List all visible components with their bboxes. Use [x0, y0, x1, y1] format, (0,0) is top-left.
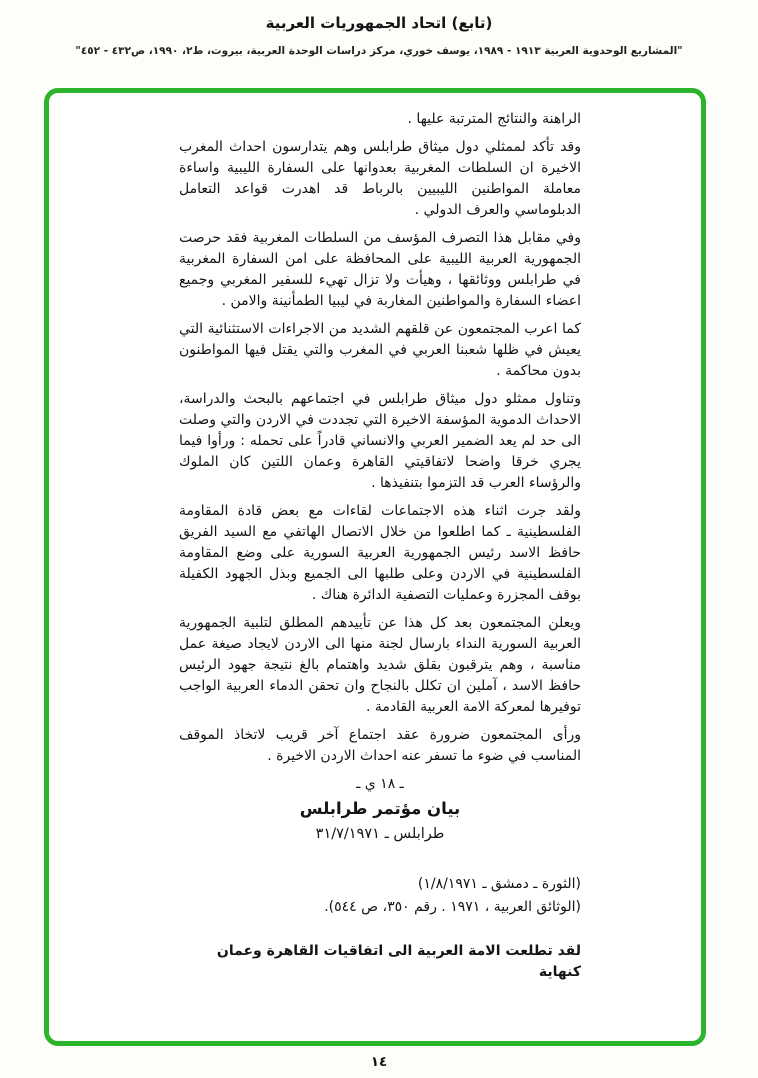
paragraph: وقد تأكد لممثلي دول ميثاق طرابلس وهم يتدارسون احداث المغرب الاخيرة ان السلطات المغربية بعدوانها على السفارة الليبية واساءة معاملة المواطنين الليبيين بالرباط قد اهدرت قواعد التعامل الدبلوماسي والعرف الدولي . — [179, 139, 581, 218]
header-title: (تابع) اتحاد الجمهوريات العربية — [265, 14, 493, 32]
paragraph: كما اعرب المجتمعون عن قلقهم الشديد من الاجراءات الاستثنائية التي يعيش في ظلها شعبنا العربي في المغرب والتي يقتل فيها المواطنون بدون محاكمة . — [179, 321, 581, 379]
paragraph: وتناول ممثلو دول ميثاق طرابلس في اجتماعهم بالبحث والدراسة، الاحداث الدموية المؤسفة الاخيرة التي تجددت في الاردن والتي وصلت الى حد لم يعد الضمير العربي والانساني قادراً على تحمله : ورأوا فيما يجري خرقا واضحا لاتفاقيتي القاهرة وعمان اللتين كان الملوك والرؤساء العرب قد التزموا بتنفيذها . — [179, 391, 581, 491]
document-subtitle: طرابلس ـ ٣١/٧/١٩٧١ — [315, 826, 445, 842]
paragraph: وفي مقابل هذا التصرف المؤسف من السلطات المغربية فقد حرصت الجمهورية العربية الليبية على المحافظة على امن السفارة المغربية في طرابلس ووثائقها ، وهيأت ولا تزال تهيء للسفير المغربي وجميع اعضاء السفارة والمواطنين المغاربة في ليبيا الطمأنينة والامن . — [179, 230, 581, 309]
continuation-line: الراهنة والنتائج المترتبة عليها . — [407, 111, 581, 127]
document-frame — [44, 88, 706, 1046]
citation-line: (الثورة ـ دمشق ـ ١/٨/١٩٧١) — [417, 876, 581, 892]
section-separator: ـ ١٨ ي ـ — [356, 776, 404, 792]
closing-line: لقد تطلعت الامة العربية الى اتفاقيات القاهرة وعمان كنهاية — [216, 943, 581, 980]
citation-block — [179, 873, 581, 919]
document-title: بيان مؤتمر طرابلس — [299, 799, 461, 818]
header-source-citation: "المشاريع الوحدوية العربية ١٩١٣ - ١٩٨٩، يوسف خوري، مركز دراسات الوحدة العربية، بيروت، ط٢، ١٩٩٠، ص٤٣٢ - ٤٥٢" — [75, 45, 683, 57]
paragraph: ورأى المجتمعون ضرورة عقد اجتماع آخر قريب لاتخاذ الموقف المناسب في ضوء ما تسفر عنه احداث الاردن الاخيرة . — [179, 727, 581, 764]
citation-line: (الوثائق العربية ، ١٩٧١ . رقم ٣٥٠، ص ٥٤٤). — [324, 899, 581, 915]
paragraph: ويعلن المجتمعون بعد كل هذا عن تأييدهم المطلق لتلبية الجمهورية العربية السورية النداء بارسال لجنة منها الى الاردن لايجاد صيغة عمل مناسبة ، وهم يترقبون بقلق شديد واهتمام بالغ نتيجة جهود الرئيس حافظ الاسد ، آملين ان تكلل بالنجاح وان تحقن الدماء العربية الواجب توفيرها لمعركة الامة العربية القادمة . — [179, 615, 581, 715]
document-body — [179, 109, 581, 990]
page-number: ١٤ — [370, 1054, 388, 1070]
paragraph: ولقد جرت اثناء هذه الاجتماعات لقاءات مع بعض قادة المقاومة الفلسطينية ـ كما اطلعوا من خلال الاتصال الهاتفي مع السيد الفريق حافظ الاسد رئيس الجمهورية العربية السورية على وضع المقاومة الفلسطينية في الاردن وعلى طلبها الى الجميع وبذل الجهود الكفيلة بوقف المجزرة وعمليات التصفية الدائرة هناك . — [179, 503, 581, 603]
